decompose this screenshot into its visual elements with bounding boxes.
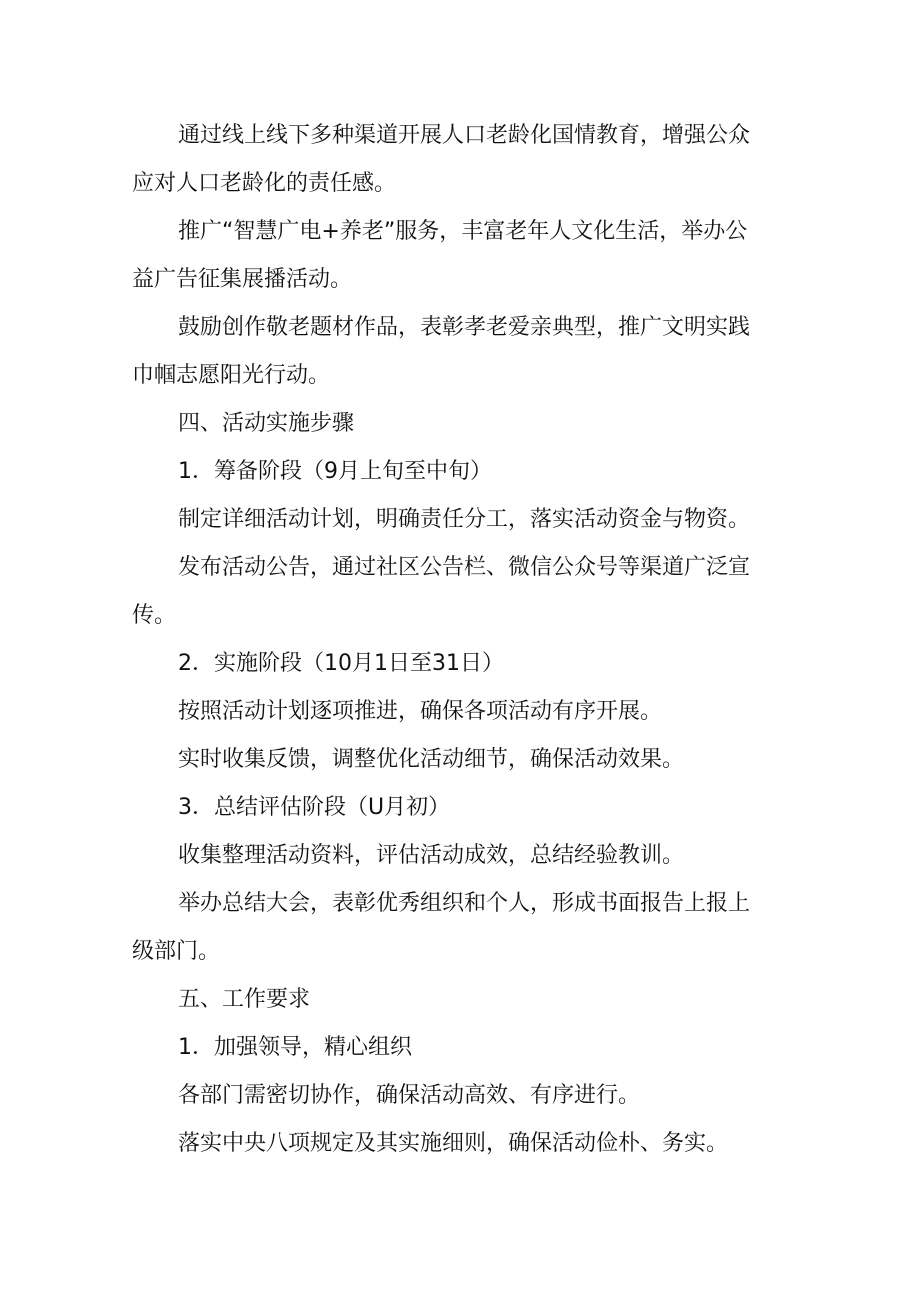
paragraph-line: 益广告征集展播活动。 <box>132 267 353 292</box>
paragraph-line: 收集整理活动资料，评估活动成效，总结经验教训。 <box>178 843 685 868</box>
section-heading: 四、活动实施步骤 <box>178 411 355 436</box>
paragraph-line: 落实中央八项规定及其实施细则，确保活动俭朴、务实。 <box>178 1131 729 1156</box>
paragraph-line: 鼓励创作敬老题材作品，表彰孝老爱亲典型，推广文明实践 <box>178 315 751 340</box>
document-body <box>132 112 792 1168</box>
paragraph-line: 通过线上线下多种渠道开展人口老龄化国情教育，增强公众 <box>178 123 751 148</box>
paragraph-line: 传。 <box>132 603 177 628</box>
paragraph-line: 制定详细活动计划，明确责任分工，落实活动资金与物资。 <box>178 507 751 532</box>
subsection-heading: 1．筹备阶段（9月上旬至中旬） <box>178 459 492 484</box>
paragraph-line: 发布活动公告，通过社区公告栏、微信公众号等渠道广泛宣 <box>178 555 751 580</box>
paragraph-line: 推广“智慧广电+养老”服务，丰富老年人文化生活，举办公 <box>178 219 748 244</box>
subsection-heading: 3．总结评估阶段（U月初） <box>178 795 451 820</box>
paragraph-line: 各部门需密切协作，确保活动高效、有序进行。 <box>178 1083 641 1108</box>
section-heading: 五、工作要求 <box>178 987 311 1012</box>
subsection-heading: 1．加强领导，精心组织 <box>178 1035 412 1060</box>
paragraph-line: 巾帼志愿阳光行动。 <box>132 363 331 388</box>
paragraph-line: 实时收集反馈，调整优化活动细节，确保活动效果。 <box>178 747 685 772</box>
paragraph-line: 按照活动计划逐项推进，确保各项活动有序开展。 <box>178 699 663 724</box>
paragraph-line: 级部门。 <box>132 939 221 964</box>
subsection-heading: 2．实施阶段（10月1日至31日） <box>178 651 504 676</box>
paragraph-line: 应对人口老龄化的责任感。 <box>132 171 397 196</box>
paragraph-line: 举办总结大会，表彰优秀组织和个人，形成书面报告上报上 <box>178 891 751 916</box>
